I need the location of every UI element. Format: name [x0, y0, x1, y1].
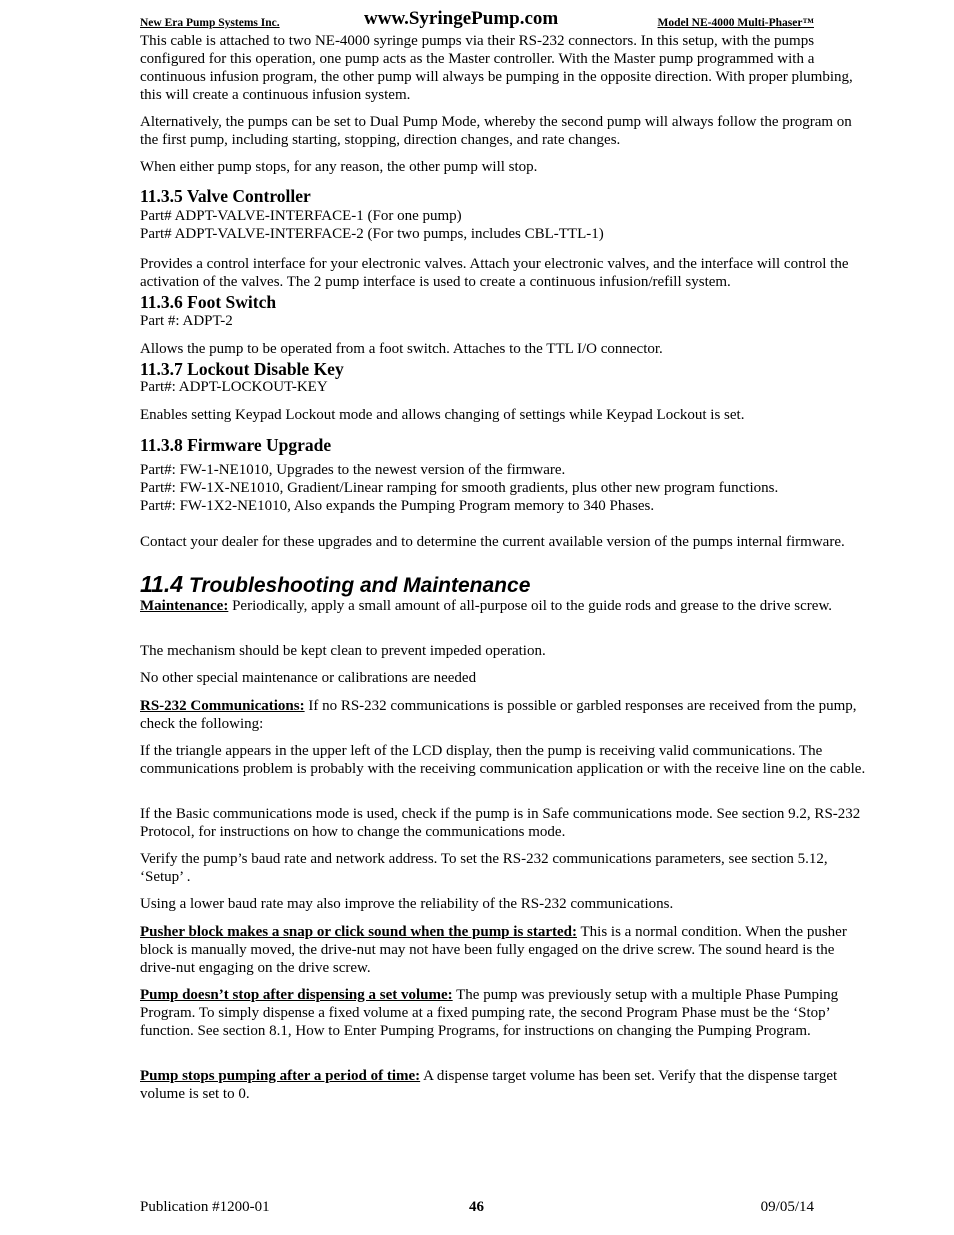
rs232-paragraph-4: Verify the pump’s baud rate and network address. To set the RS-232 communications parameters, see section 5.12, ‘Setup’ .	[140, 851, 828, 885]
heading-valve-controller: 11.3.5 Valve Controller	[140, 186, 311, 206]
maintenance-paragraph-3: No other special maintenance or calibrations are needed	[140, 670, 477, 686]
foot-switch-part: Part #: ADPT-2	[140, 313, 233, 329]
rs232-paragraph-3: If the Basic communications mode is used, check if the pump is in Safe communications mode. See section 9.2, RS-232 Protocol, for instructions on how to change the communications mode.	[140, 806, 861, 840]
intro-paragraph-1: This cable is attached to two NE-4000 syringe pumps via their RS-232 connectors. In this setup, with the pumps configured for this operation, one pump acts as the Master controller. With the Master pump programmed with a continuous infusion program, the other pump will always be pumping in the opposite direction. With proper plumbing, this will create a continuous infusion system.	[140, 33, 853, 103]
valve-part-1: Part# ADPT-VALVE-INTERFACE-1 (For one pump)	[140, 208, 462, 224]
intro-paragraph-3: When either pump stops, for any reason, the other pump will stop.	[140, 159, 538, 175]
firmware-part-3: Part#: FW-1X2-NE1010, Also expands the Pumping Program memory to 340 Phases.	[140, 498, 655, 514]
rs232-text: If no RS-232 communications is possible or garbled responses are received from the pump, check the following:	[140, 698, 857, 732]
foot-switch-description: Allows the pump to be operated from a foot switch. Attaches to the TTL I/O connector.	[140, 341, 663, 357]
pump-no-stop-label: Pump doesn’t stop after dispensing a set volume:	[140, 987, 453, 1003]
heading-firmware-upgrade: 11.3.8 Firmware Upgrade	[140, 435, 332, 455]
heading-foot-switch: 11.3.6 Foot Switch	[140, 292, 277, 312]
rs232-label: RS-232 Communications:	[140, 698, 305, 714]
maintenance-paragraph-2: The mechanism should be kept clean to prevent impeded operation.	[140, 643, 546, 659]
firmware-description: Contact your dealer for these upgrades and to determine the current available version of the pumps internal firmware.	[140, 534, 845, 550]
heading-lockout-disable-key: 11.3.7 Lockout Disable Key	[140, 359, 344, 379]
section-title: Troubleshooting and Maintenance	[188, 574, 531, 597]
rs232-paragraph-2: If the triangle appears in the upper left of the LCD display, then the pump is receiving valid communications. The communications problem is probably with the receiving communication application or with the receive line on the cable.	[140, 743, 866, 777]
section-heading-troubleshooting	[140, 571, 530, 599]
pump-no-stop-text: The pump was previously setup with a multiple Phase Pumping Program. To simply dispense a fixed volume at a fixed pumping rate, the second Program Phase must be the ‘Stop’ function. See section 8.1, How to Enter Pumping Programs, for instructions on changing the Pumping Program.	[140, 987, 839, 1039]
firmware-part-2: Part#: FW-1X-NE1010, Gradient/Linear ramping for smooth gradients, plus other new program functions.	[140, 480, 779, 496]
company-name: New Era Pump Systems Inc.	[140, 17, 280, 29]
publication-number: Publication #1200-01	[140, 1199, 270, 1215]
valve-description: Provides a control interface for your electronic valves. Attach your electronic valves, and the interface will control the activation of the valves. The 2 pump interface is used to create a continuous infusion/refill system.	[140, 256, 849, 290]
pump-stops-text: A dispense target volume has been set. Verify that the dispense target volume is set to 0.	[140, 1068, 838, 1102]
maintenance-text: Periodically, apply a small amount of all-purpose oil to the guide rods and grease to the drive screw.	[228, 598, 833, 614]
lockout-part: Part#: ADPT-LOCKOUT-KEY	[140, 379, 328, 395]
rs232-paragraph-5: Using a lower baud rate may also improve the reliability of the RS-232 communications.	[140, 896, 674, 912]
section-number: 11.4	[140, 571, 184, 597]
firmware-part-1: Part#: FW-1-NE1010, Upgrades to the newest version of the firmware.	[140, 462, 566, 478]
pump-no-stop-paragraph	[140, 986, 866, 1040]
maintenance-label: Maintenance:	[140, 598, 229, 614]
pusher-block-label: Pusher block makes a snap or click sound when the pump is started:	[140, 924, 578, 940]
pump-stops-paragraph	[140, 1067, 866, 1103]
lockout-description: Enables setting Keypad Lockout mode and allows changing of settings while Keypad Lockout is set.	[140, 407, 745, 423]
maintenance-paragraph	[140, 597, 866, 615]
pump-stops-label: Pump stops pumping after a period of time:	[140, 1068, 421, 1084]
publication-date: 09/05/14	[760, 1199, 814, 1215]
rs232-paragraph	[140, 697, 866, 733]
pusher-block-text: This is a normal condition. When the pusher block is manually moved, the drive-nut may not have been fully engaged on the drive screw. The sound heard is the drive-nut engaging on the drive screw.	[140, 924, 847, 976]
intro-paragraph-2: Alternatively, the pumps can be set to Dual Pump Mode, whereby the second pump will always follow the program on the first pump, including starting, stopping, direction changes, and rate changes.	[140, 114, 852, 148]
valve-part-2: Part# ADPT-VALVE-INTERFACE-2 (For two pumps, includes CBL-TTL-1)	[140, 226, 604, 242]
website-title: www.SyringePump.com	[364, 8, 559, 29]
page-number: 46	[469, 1199, 484, 1215]
model-name: Model NE-4000 Multi-Phaser™	[657, 17, 814, 29]
pusher-block-paragraph	[140, 923, 866, 977]
